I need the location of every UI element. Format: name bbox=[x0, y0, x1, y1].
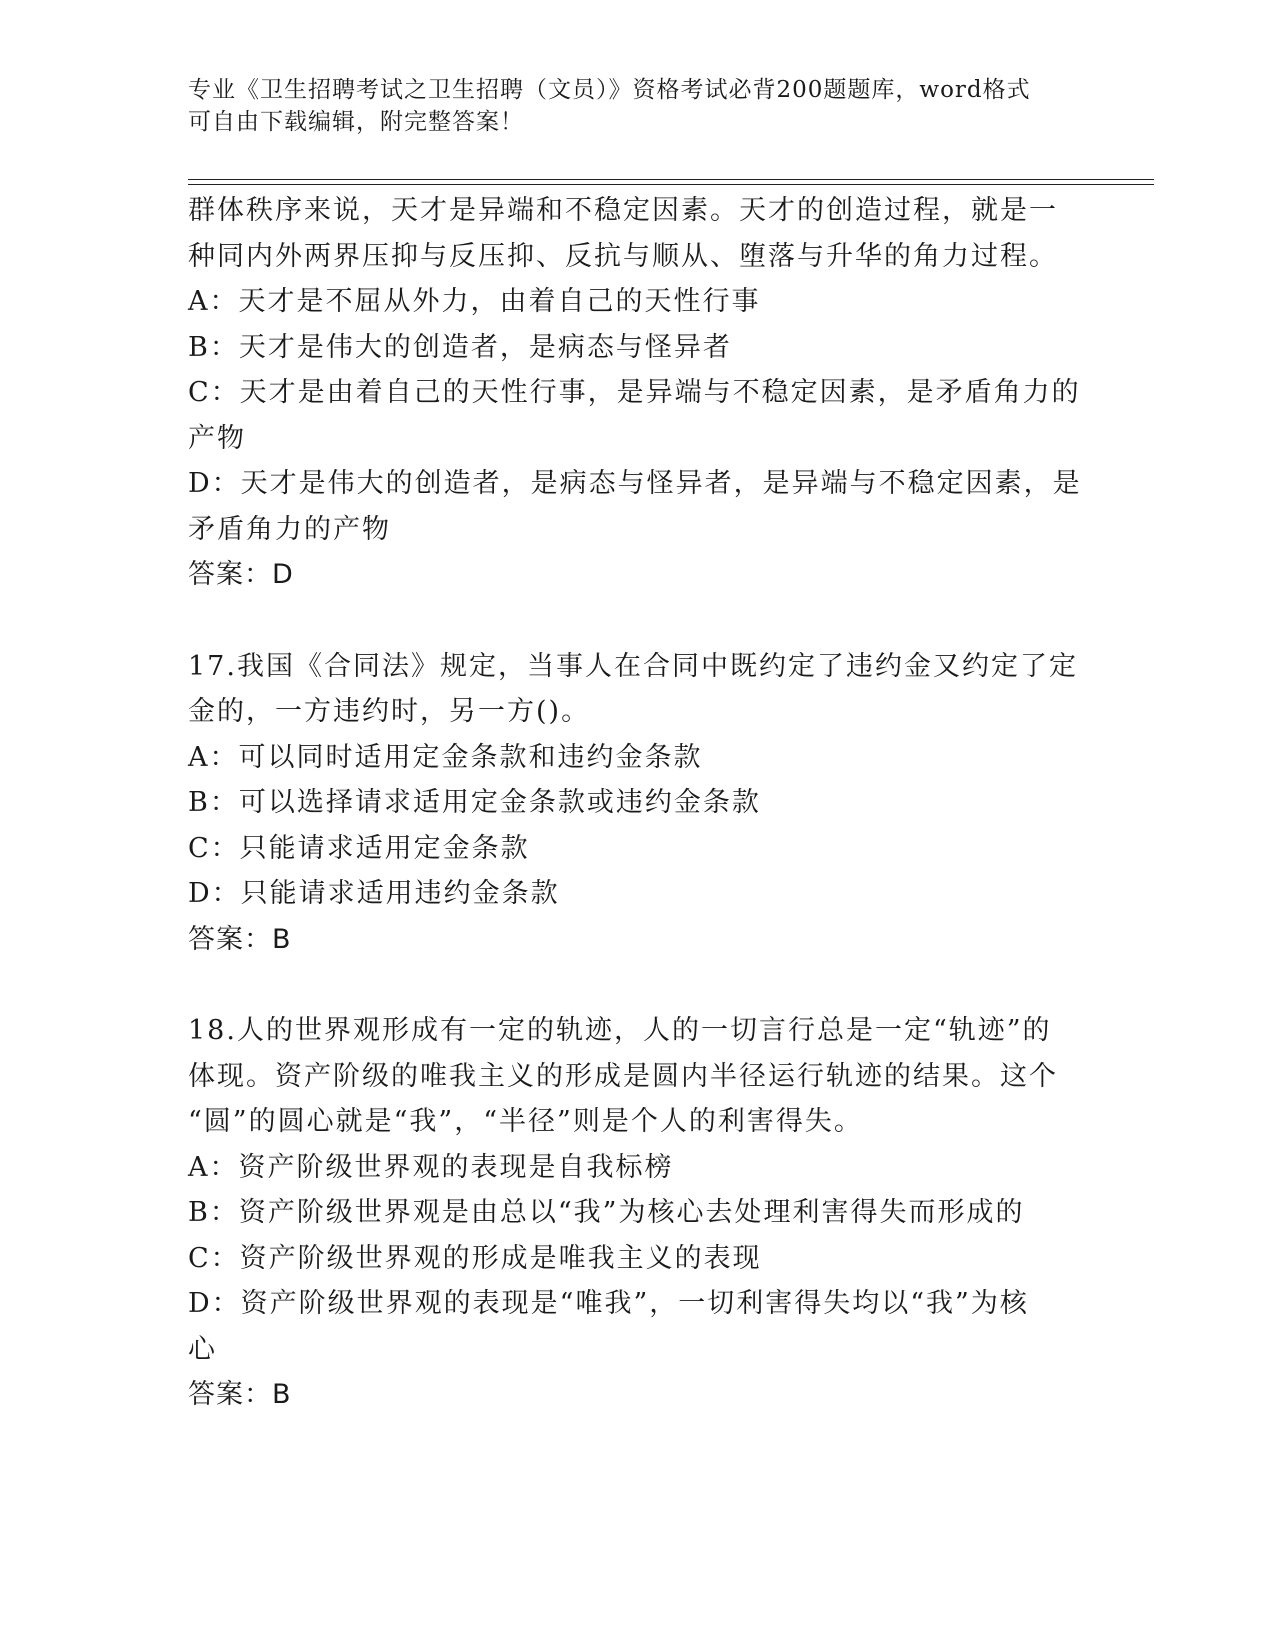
option-b: B：资产阶级世界观是由总以“我”为核心去处理利害得失而形成的 bbox=[188, 1197, 1025, 1228]
question-17 bbox=[188, 644, 1088, 963]
spacer bbox=[188, 598, 1088, 644]
question-stem-line: 体现。资产阶级的唯我主义的形成是圆内半径运行轨迹的结果。这个 bbox=[188, 1060, 1058, 1092]
option-a: A：天才是不屈从外力，由着自己的天性行事 bbox=[188, 286, 761, 317]
option-c-continued: 产物 bbox=[188, 422, 246, 454]
option-d: D：只能请求适用违约金条款 bbox=[188, 878, 560, 909]
option-c: C：天才是由着自己的天性行事，是异端与不稳定因素，是矛盾角力的 bbox=[188, 377, 1081, 408]
question-18 bbox=[188, 1008, 1088, 1418]
option-b: B：可以选择请求适用定金条款或违约金条款 bbox=[188, 787, 761, 818]
question-stem-line: 17.我国《合同法》规定，当事人在合同中既约定了违约金又约定了定 bbox=[188, 650, 1078, 682]
option-d: D：资产阶级世界观的表现是“唯我”，一切利害得失均以“我”为核 bbox=[188, 1288, 1029, 1319]
option-a: A：可以同时适用定金条款和违约金条款 bbox=[188, 741, 703, 773]
question-stem-line: 种同内外两界压抑与反压抑、反抗与顺从、堕落与升华的角力过程。 bbox=[188, 240, 1058, 272]
option-d: D：天才是伟大的创造者，是病态与怪异者，是异端与不稳定因素，是 bbox=[188, 468, 1082, 499]
question-stem-line: 18.人的世界观形成有一定的轨迹，人的一切言行总是一定“轨迹”的 bbox=[188, 1015, 1052, 1046]
question-stem-line: 群体秩序来说，天才是异端和不稳定因素。天才的创造过程，就是一 bbox=[188, 195, 1058, 226]
question-stem-line: 金的，一方违约时，另一方()。 bbox=[188, 696, 591, 727]
option-d-continued: 心 bbox=[188, 1333, 217, 1365]
answer: 答案：D bbox=[188, 559, 294, 590]
header-divider bbox=[188, 179, 1154, 185]
option-c: C：资产阶级世界观的形成是唯我主义的表现 bbox=[188, 1242, 762, 1274]
option-d-continued: 矛盾角力的产物 bbox=[188, 513, 391, 545]
document-header bbox=[188, 74, 1088, 138]
spacer bbox=[188, 962, 1088, 1008]
header-line-1: 专业《卫生招聘考试之卫生招聘（文员）》资格考试必背200题题库，word格式 bbox=[188, 77, 1031, 103]
option-b: B：天才是伟大的创造者，是病态与怪异者 bbox=[188, 331, 732, 363]
question-list bbox=[188, 188, 1088, 1418]
answer: 答案：B bbox=[188, 1379, 292, 1410]
header-line-2: 可自由下载编辑，附完整答案！ bbox=[188, 109, 524, 135]
option-c: C：只能请求适用定金条款 bbox=[188, 832, 530, 864]
answer: 答案：B bbox=[188, 923, 292, 955]
question-16 bbox=[188, 188, 1088, 598]
option-a: A：资产阶级世界观的表现是自我标榜 bbox=[188, 1151, 674, 1183]
question-stem-line: “圆”的圆心就是“我”，“半径”则是个人的利害得失。 bbox=[188, 1106, 863, 1137]
